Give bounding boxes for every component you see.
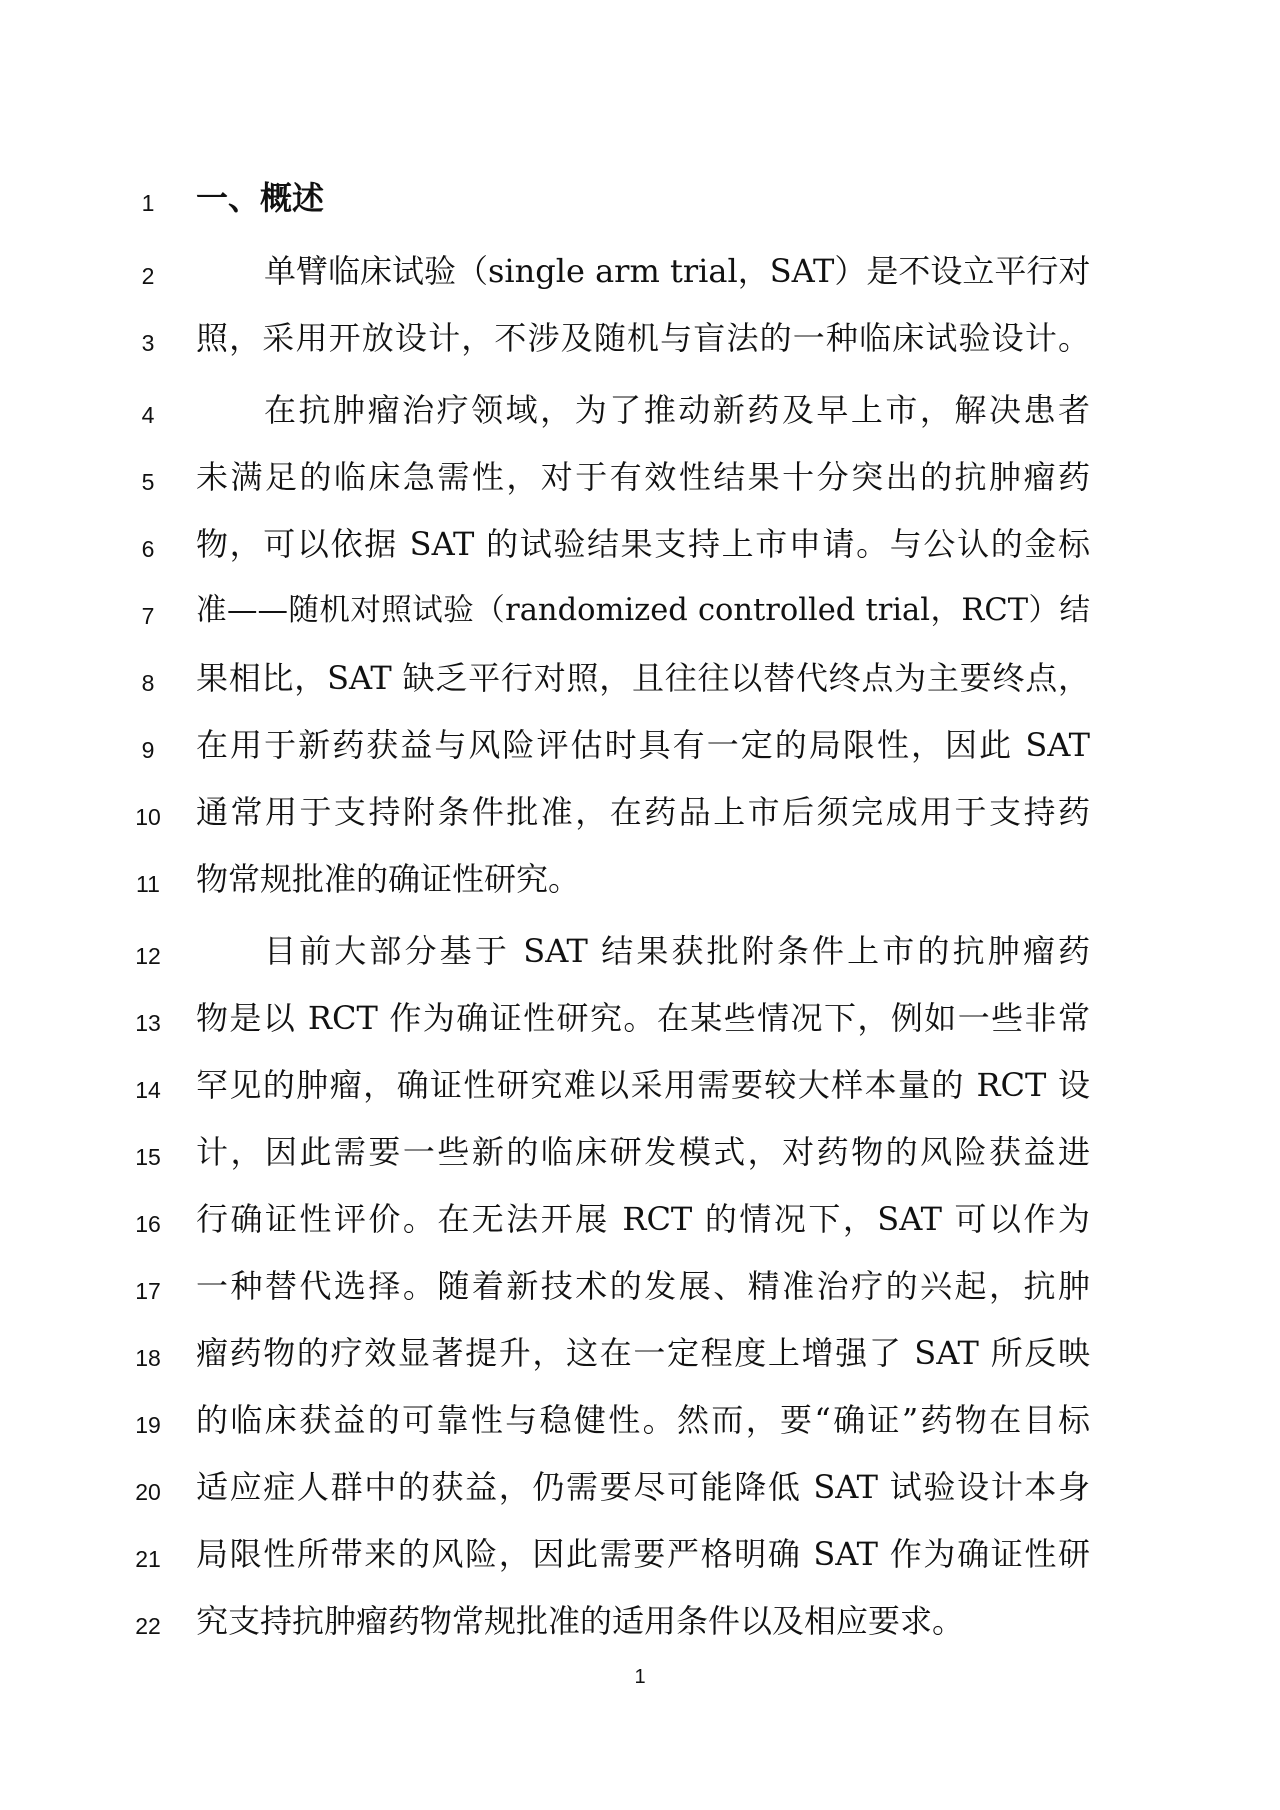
line-number: 3	[141, 330, 155, 356]
paragraph-text: 准——随机对照试验（randomized controlled trial，RCT）结	[196, 593, 1090, 628]
line-number: 9	[141, 737, 155, 763]
paragraph-text: 瘤药物的疗效显著提升，这在一定程度上增强了 SAT 所反映	[196, 1334, 1090, 1372]
line-number: 12	[135, 943, 161, 969]
line-number: 7	[141, 603, 155, 629]
line-number: 15	[135, 1144, 161, 1170]
line-number: 16	[135, 1211, 161, 1237]
doc-line-3	[0, 310, 1280, 370]
section-heading: 一、概述	[196, 179, 325, 217]
doc-line-11	[0, 851, 1280, 911]
doc-line-8	[0, 650, 1280, 710]
doc-line-20	[0, 1459, 1280, 1519]
paragraph-text: 果相比，SAT 缺乏平行对照，且往往以替代终点为主要终点，	[196, 659, 1090, 697]
line-number: 14	[135, 1077, 161, 1103]
paragraph-text: 照，采用开放设计，不涉及随机与盲法的一种临床试验设计。	[196, 319, 1090, 357]
doc-line-4	[0, 382, 1280, 442]
doc-line-9	[0, 717, 1280, 777]
doc-line-10	[0, 784, 1280, 844]
doc-line-16	[0, 1191, 1280, 1251]
paragraph-text: 一种替代选择。随着新技术的发展、精准治疗的兴起，抗肿	[196, 1267, 1090, 1305]
paragraph-text: 局限性所带来的风险，因此需要严格明确 SAT 作为确证性研	[196, 1535, 1090, 1573]
paragraph-text: 罕见的肿瘤，确证性研究难以采用需要较大样本量的 RCT 设	[196, 1066, 1090, 1104]
doc-line-6	[0, 516, 1280, 576]
line-number: 20	[135, 1479, 161, 1505]
line-number: 22	[135, 1613, 161, 1639]
line-number: 11	[136, 871, 160, 897]
line-number: 13	[135, 1010, 161, 1036]
paragraph-text: 未满足的临床急需性，对于有效性结果十分突出的抗肿瘤药	[196, 458, 1090, 496]
doc-line-5	[0, 449, 1280, 509]
doc-line-19	[0, 1392, 1280, 1452]
paragraph-text: 物常规批准的确证性研究。	[196, 860, 581, 898]
paragraph-text: 目前大部分基于 SAT 结果获批附条件上市的抗肿瘤药	[264, 932, 1090, 970]
paragraph-text: 行确证性评价。在无法开展 RCT 的情况下，SAT 可以作为	[196, 1200, 1090, 1238]
paragraph-text: 通常用于支持附条件批准，在药品上市后须完成用于支持药	[196, 793, 1090, 831]
doc-line-22	[0, 1593, 1280, 1653]
doc-line-17	[0, 1258, 1280, 1318]
paragraph-text: 的临床获益的可靠性与稳健性。然而，要“确证”药物在目标	[196, 1401, 1090, 1439]
line-number: 19	[135, 1412, 161, 1438]
doc-line-13	[0, 990, 1280, 1050]
line-number: 21	[135, 1546, 161, 1572]
doc-line-1	[0, 170, 1280, 230]
paragraph-text: 物，可以依据 SAT 的试验结果支持上市申请。与公认的金标	[196, 525, 1090, 563]
line-number: 18	[135, 1345, 161, 1371]
doc-line-14	[0, 1057, 1280, 1117]
paragraph-text: 计，因此需要一些新的临床研发模式，对药物的风险获益进	[196, 1133, 1090, 1171]
line-number: 2	[141, 263, 155, 289]
paragraph-text: 物是以 RCT 作为确证性研究。在某些情况下，例如一些非常	[196, 999, 1090, 1037]
line-number: 1	[141, 190, 155, 216]
page-number: 1	[634, 1666, 646, 1688]
doc-line-21	[0, 1526, 1280, 1586]
line-number: 5	[141, 469, 155, 495]
paragraph-text: 究支持抗肿瘤药物常规批准的适用条件以及相应要求。	[196, 1602, 965, 1640]
line-number: 8	[141, 670, 155, 696]
line-number: 17	[135, 1278, 161, 1304]
line-number: 6	[141, 536, 155, 562]
doc-line-2	[0, 243, 1280, 303]
paragraph-text: 单臂临床试验（single arm trial，SAT）是不设立平行对	[264, 252, 1091, 290]
doc-line-7	[0, 583, 1280, 643]
paragraph-text: 在用于新药获益与风险评估时具有一定的局限性，因此 SAT	[196, 726, 1090, 764]
line-number: 10	[135, 804, 161, 830]
doc-line-12	[0, 923, 1280, 983]
paragraph-text: 在抗肿瘤治疗领域，为了推动新药及早上市，解决患者	[264, 391, 1090, 429]
doc-line-18	[0, 1325, 1280, 1385]
paragraph-text: 适应症人群中的获益，仍需要尽可能降低 SAT 试验设计本身	[196, 1468, 1090, 1506]
doc-line-15	[0, 1124, 1280, 1184]
line-number: 4	[141, 402, 155, 428]
